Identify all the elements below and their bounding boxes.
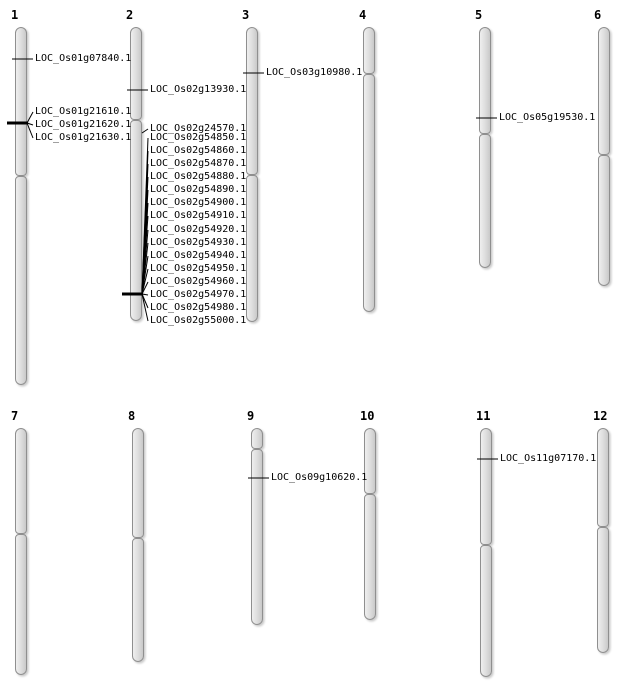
gene-label-LOC_Os02g54930.1: LOC_Os02g54930.1 xyxy=(150,237,247,248)
gene-label-LOC_Os11g07170.1: LOC_Os11g07170.1 xyxy=(500,453,597,464)
chromosome-9-number-label: 9 xyxy=(247,409,255,423)
gene-label-LOC_Os02g54900.1: LOC_Os02g54900.1 xyxy=(150,197,247,208)
gene-label-LOC_Os02g13930.1: LOC_Os02g13930.1 xyxy=(150,84,247,95)
chromosome-3-number-label: 3 xyxy=(242,8,250,22)
gene-label-LOC_Os02g54940.1: LOC_Os02g54940.1 xyxy=(150,250,247,261)
gene-label-LOC_Os09g10620.1: LOC_Os09g10620.1 xyxy=(271,472,368,483)
chromosome-6-number-label: 6 xyxy=(594,8,602,22)
chromosome-5-number-label: 5 xyxy=(475,8,483,22)
chromosome-1-number-label: 1 xyxy=(11,8,19,22)
gene-label-LOC_Os02g54860.1: LOC_Os02g54860.1 xyxy=(150,145,247,156)
chromosome-10-number-label: 10 xyxy=(360,409,375,423)
gene-label-LOC_Os05g19530.1: LOC_Os05g19530.1 xyxy=(499,112,596,123)
gene-label-LOC_Os02g54950.1: LOC_Os02g54950.1 xyxy=(150,263,247,274)
chromosome-8-number-label: 8 xyxy=(128,409,136,423)
gene-label-LOC_Os01g21620.1: LOC_Os01g21620.1 xyxy=(35,119,132,130)
gene-label-LOC_Os02g54870.1: LOC_Os02g54870.1 xyxy=(150,158,247,169)
gene-label-LOC_Os02g24570.1: LOC_Os02g24570.1 xyxy=(150,123,247,134)
chromosome-2-number-label: 2 xyxy=(126,8,134,22)
gene-label-LOC_Os02g54910.1: LOC_Os02g54910.1 xyxy=(150,210,247,221)
gene-label-LOC_Os02g54880.1: LOC_Os02g54880.1 xyxy=(150,171,247,182)
chromosome-4-number-label: 4 xyxy=(359,8,367,22)
gene-label-LOC_Os01g21630.1: LOC_Os01g21630.1 xyxy=(35,132,132,143)
gene-label-LOC_Os01g07840.1: LOC_Os01g07840.1 xyxy=(35,53,132,64)
gene-label-LOC_Os02g54890.1: LOC_Os02g54890.1 xyxy=(150,184,247,195)
chromosome-12-number-label: 12 xyxy=(593,409,608,423)
chromosome-7-number-label: 7 xyxy=(11,409,19,423)
gene-label-LOC_Os02g54970.1: LOC_Os02g54970.1 xyxy=(150,289,247,300)
gene-label-LOC_Os02g54980.1: LOC_Os02g54980.1 xyxy=(150,302,247,313)
chromosome-11-number-label: 11 xyxy=(476,409,491,423)
gene-label-LOC_Os02g54920.1: LOC_Os02g54920.1 xyxy=(150,224,247,235)
gene-label-LOC_Os01g21610.1: LOC_Os01g21610.1 xyxy=(35,106,132,117)
gene-label-LOC_Os02g55000.1: LOC_Os02g55000.1 xyxy=(150,315,247,326)
gene-label-LOC_Os02g54960.1: LOC_Os02g54960.1 xyxy=(150,276,247,287)
gene-label-LOC_Os02g54850.1: LOC_Os02g54850.1 xyxy=(150,132,247,143)
gene-label-LOC_Os03g10980.1: LOC_Os03g10980.1 xyxy=(266,67,363,78)
